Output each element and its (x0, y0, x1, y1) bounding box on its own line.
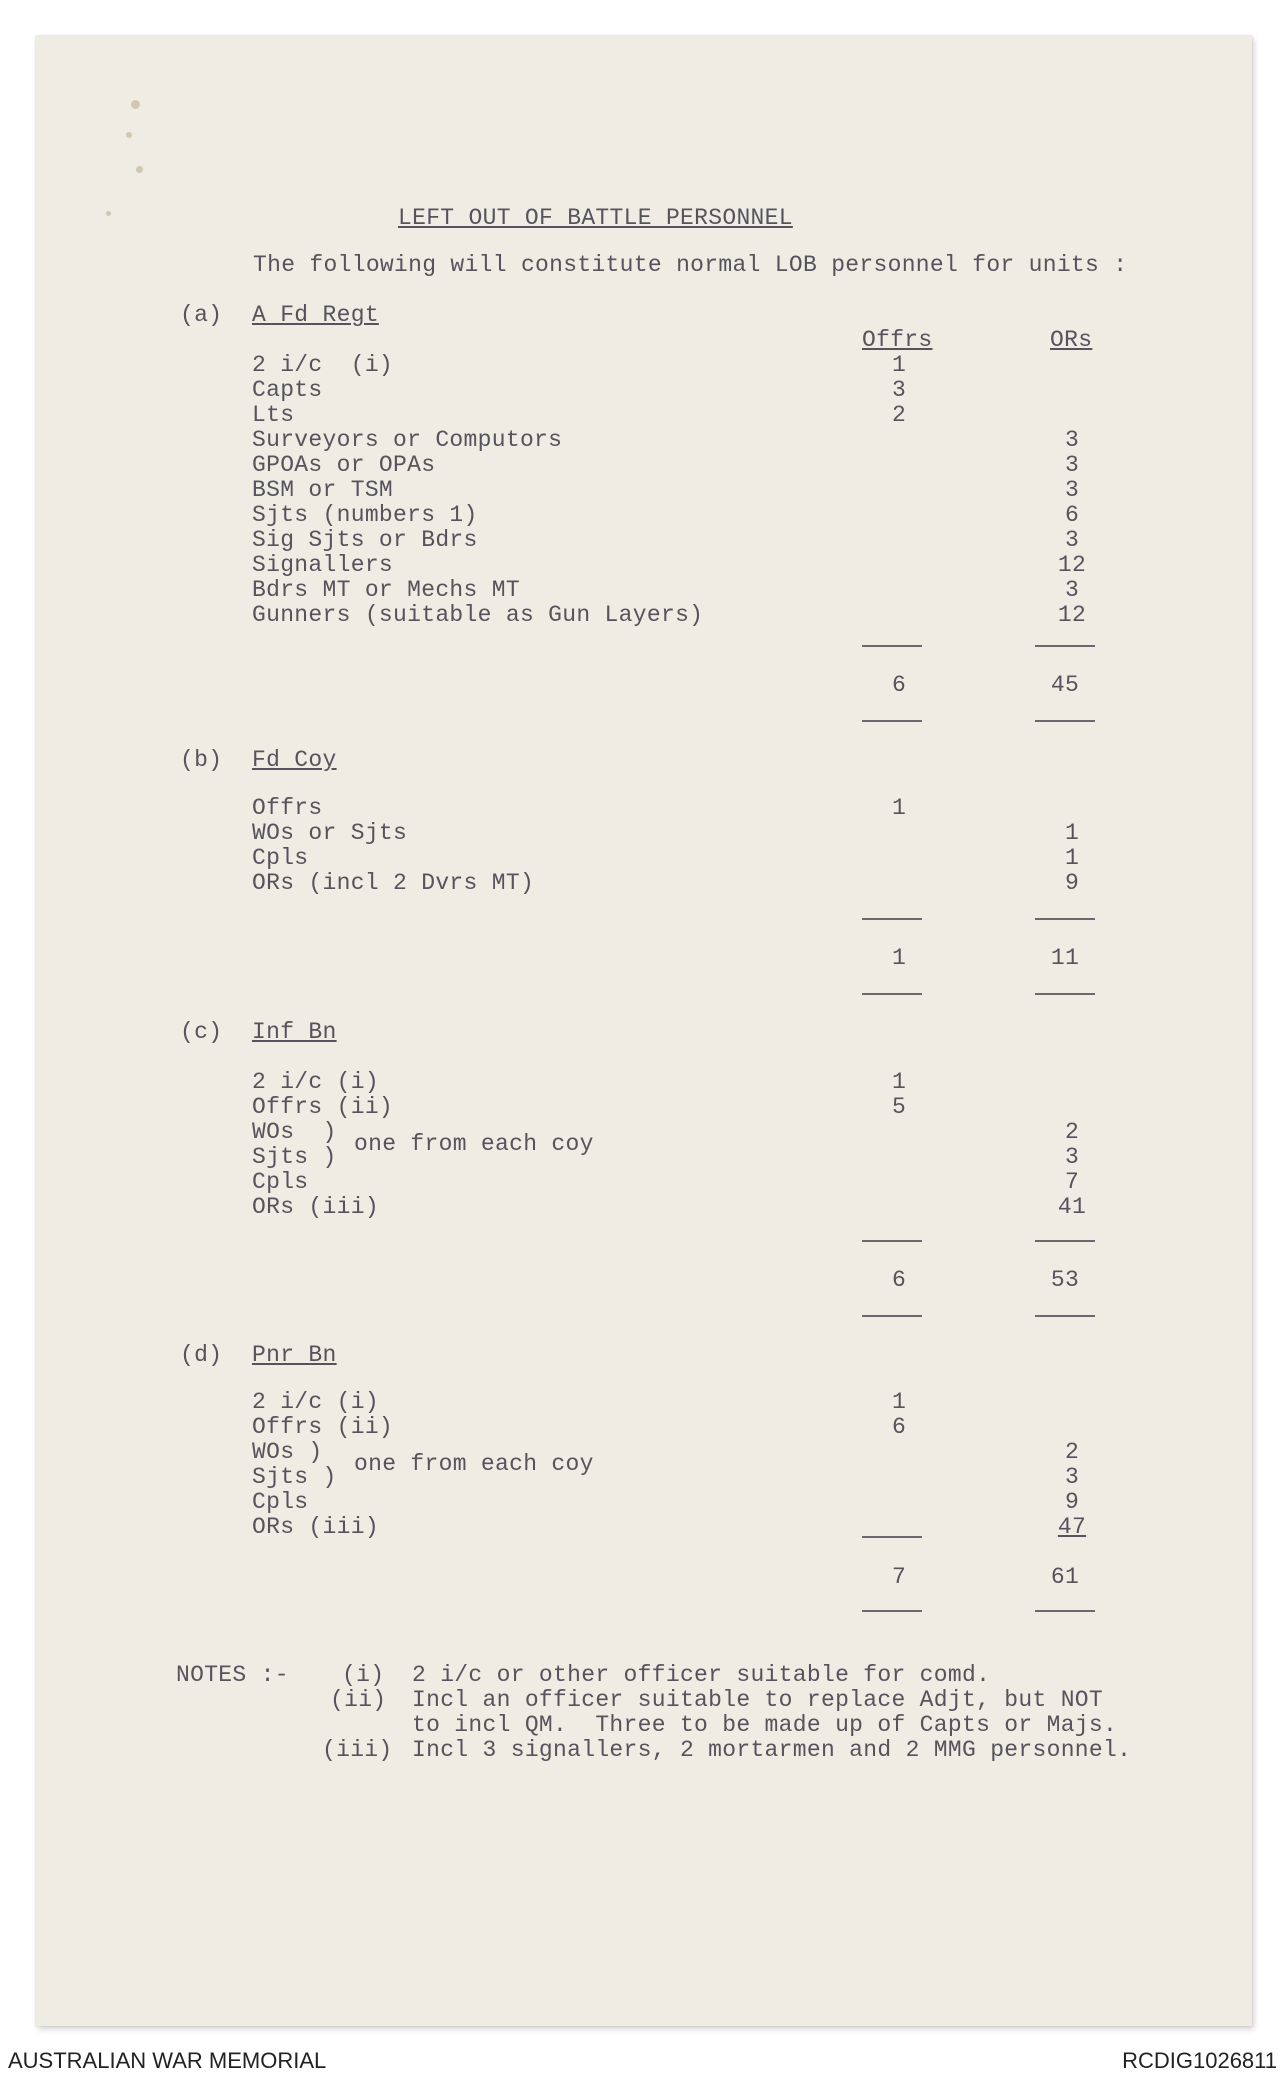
subtotal-rule (1035, 1240, 1095, 1242)
ors-value: 1 (1064, 820, 1080, 846)
total-rule (862, 1315, 922, 1317)
section-b-heading: Fd Coy (252, 747, 337, 773)
ors-value: 2 (1064, 1119, 1080, 1145)
offrs-value: 1 (891, 1389, 907, 1415)
total-ors: 11 (1050, 945, 1080, 971)
total-ors: 61 (1050, 1564, 1080, 1590)
row-label: 2 i/c (i) (252, 352, 394, 378)
total-rule (862, 1610, 922, 1612)
section-c-heading: Inf Bn (252, 1019, 337, 1045)
row-label: 2 i/c (i) (252, 1389, 379, 1415)
ors-value: 3 (1064, 527, 1080, 553)
ors-value: 3 (1064, 1464, 1080, 1490)
total-offrs: 6 (891, 1267, 907, 1293)
note-marker: (i) (342, 1662, 385, 1688)
note-marker: (iii) (322, 1737, 393, 1763)
section-d-marker: (d) (180, 1342, 223, 1368)
row-label: Capts (252, 377, 323, 403)
ors-value: 3 (1064, 477, 1080, 503)
row-label: Sjts (numbers 1) (252, 502, 478, 528)
ors-value: 9 (1064, 870, 1080, 896)
total-ors: 53 (1050, 1267, 1080, 1293)
ors-value: 12 (1057, 552, 1087, 578)
subtotal-rule (862, 918, 922, 920)
offrs-value: 5 (891, 1094, 907, 1120)
total-rule (1035, 720, 1095, 722)
paper-stain (131, 100, 140, 109)
row-label: Sjts ) (252, 1144, 337, 1170)
offrs-value: 2 (891, 402, 907, 428)
note-text: to incl QM. Three to be made up of Capts or Majs. (412, 1712, 1118, 1738)
brace-note: one from each coy (354, 1131, 594, 1157)
total-rule (862, 993, 922, 995)
section-d-heading: Pnr Bn (252, 1342, 337, 1368)
paper-stain (136, 166, 143, 173)
row-label: ORs (iii) (252, 1514, 379, 1540)
ors-value: 9 (1064, 1489, 1080, 1515)
row-label: Offrs (252, 795, 323, 821)
ors-value: 3 (1064, 452, 1080, 478)
row-label: Bdrs MT or Mechs MT (252, 577, 520, 603)
section-c-marker: (c) (180, 1019, 223, 1045)
offrs-value: 6 (891, 1414, 907, 1440)
subtotal-rule (1035, 918, 1095, 920)
intro-text: The following will constitute normal LOB personnel for units : (253, 252, 1128, 278)
ors-value: 41 (1057, 1194, 1087, 1220)
row-label: Surveyors or Computors (252, 427, 563, 453)
ors-value: 12 (1057, 602, 1087, 628)
total-rule (1035, 1315, 1095, 1317)
total-rule (1035, 993, 1095, 995)
offrs-value: 1 (891, 795, 907, 821)
row-label: Cpls (252, 845, 309, 871)
row-label: WOs or Sjts (252, 820, 408, 846)
total-rule (862, 720, 922, 722)
column-header-offrs: Offrs (862, 327, 933, 353)
row-label: ORs (iii) (252, 1194, 379, 1220)
row-label: ORs (incl 2 Dvrs MT) (252, 870, 535, 896)
brace-note: one from each coy (354, 1451, 594, 1477)
section-a-heading: A Fd Regt (252, 302, 379, 328)
total-offrs: 6 (891, 672, 907, 698)
note-text: Incl 3 signallers, 2 mortarmen and 2 MMG personnel. (412, 1737, 1132, 1763)
note-text: Incl an officer suitable to replace Adjt, but NOT (412, 1687, 1104, 1713)
note-text: 2 i/c or other officer suitable for comd. (412, 1662, 991, 1688)
ors-value: 3 (1064, 577, 1080, 603)
row-label: Cpls (252, 1489, 309, 1515)
offrs-value: 3 (891, 377, 907, 403)
section-a-marker: (a) (180, 302, 223, 328)
row-label: Sig Sjts or Bdrs (252, 527, 478, 553)
paper-stain (106, 211, 111, 216)
row-label: Cpls (252, 1169, 309, 1195)
row-label: GPOAs or OPAs (252, 452, 436, 478)
section-b-marker: (b) (180, 747, 223, 773)
offrs-value: 1 (891, 1069, 907, 1095)
ors-value: 2 (1064, 1439, 1080, 1465)
row-label: WOs ) (252, 1119, 337, 1145)
ors-value: 7 (1064, 1169, 1080, 1195)
row-label: Lts (252, 402, 295, 428)
total-ors: 45 (1050, 672, 1080, 698)
note-marker: (ii) (330, 1687, 387, 1713)
row-label: Signallers (252, 552, 394, 578)
subtotal-rule (862, 1536, 922, 1538)
row-label: Offrs (ii) (252, 1414, 394, 1440)
ors-value: 6 (1064, 502, 1080, 528)
subtotal-rule (1035, 645, 1095, 647)
column-header-ors: ORs (1050, 327, 1093, 353)
ors-value: 47 (1057, 1514, 1087, 1540)
document-title: LEFT OUT OF BATTLE PERSONNEL (398, 205, 793, 231)
offrs-value: 1 (891, 352, 907, 378)
subtotal-rule (862, 645, 922, 647)
row-label: BSM or TSM (252, 477, 394, 503)
total-rule (1035, 1610, 1095, 1612)
row-label: 2 i/c (i) (252, 1069, 379, 1095)
row-label: Sjts ) (252, 1464, 337, 1490)
record-identifier: RCDIG1026811 (1122, 2048, 1277, 2073)
row-label: WOs ) (252, 1439, 323, 1465)
total-offrs: 1 (891, 945, 907, 971)
ors-value: 3 (1064, 1144, 1080, 1170)
notes-label: NOTES :- (176, 1662, 289, 1688)
archive-credit: AUSTRALIAN WAR MEMORIAL (8, 2048, 327, 2073)
subtotal-rule (862, 1240, 922, 1242)
row-label: Gunners (suitable as Gun Layers) (252, 602, 704, 628)
ors-value: 1 (1064, 845, 1080, 871)
ors-value: 3 (1064, 427, 1080, 453)
paper-stain (126, 132, 132, 138)
total-offrs: 7 (891, 1564, 907, 1590)
row-label: Offrs (ii) (252, 1094, 394, 1120)
